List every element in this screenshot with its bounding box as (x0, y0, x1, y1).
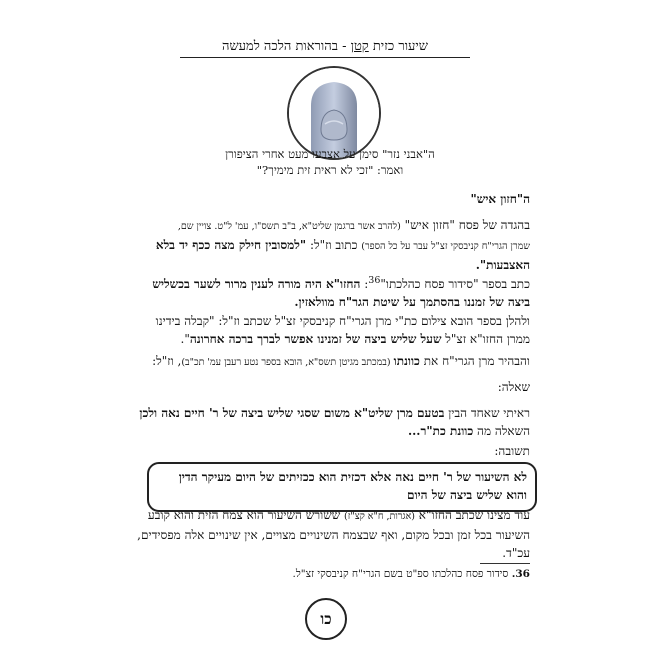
footnote: 36. סידור פסח כהלכתו ספ"ט בשם הגרי"ח קניבסקי זצ"ל. (292, 568, 530, 580)
paragraph-4: והבהיר מרן הגרי"ח את כוונתו (במכתב מגיטן תשס"א, הובא בספר נטע רעבן עמ' תכ"ב), וז"ל: (152, 354, 530, 368)
section-title: ה"חזון איש" (470, 192, 530, 206)
paragraph-6: עוד מצינו שכתב החזו"א (אגרות, ח"א קצ"ז) ששורש השיעור הוא צמח הזית והוא קובע השיעור בכל זמן ובכל מקום, ואף שבצמח השינויים מצויים, אין שינויים אלה מפסידים, עכ"ד. (137, 508, 530, 560)
paragraph-3: ולהלן בספר הובא צילום כת"י מרן הגרי"ח קניבסקי זצ"ל שכתב וז"ל: "קבלה בידינו ממרן החזו"א זצ"ל שעל שליש ביצה של זמנינו אפשר לברך ברכה אחרונה". (155, 314, 530, 346)
paragraph-2: כתב בספר "סידור פסח כהלכתו"$^{36}$: החזו"א היה מורה לענין מרור לשער בכשליש ביצה של זמננו בהסתמך על שיטת הגר"ח מוולאזין. (152, 275, 530, 309)
answer-box: לא השיעור של ר' חיים נאה אלא דכזית הוא ככזיתים של היום מעיקר הדין והוא שליש ביצה של היום (147, 462, 537, 512)
footnote-rule (480, 563, 530, 564)
image-caption: ה"אבני נזר" סימן על אצבעו מעט אחרי הציפורן ואמר: "זכי לא ראית זית מימיך?" (225, 147, 435, 177)
page-number: כו (305, 598, 347, 640)
question-label: שאלה: (497, 380, 530, 394)
thumb-photo (289, 68, 379, 158)
answer-label: תשובה: (494, 444, 530, 458)
running-header: שיעור כזית קטן - בהוראות הלכה למעשה (180, 38, 470, 58)
paragraph-5: ראיתי שאחד הבין בטעם מרן שליט"א משום שסגי שליש ביצה של ר' חיים נאה ולכן השאלה מה כוונת כת"ר... (139, 406, 530, 438)
paragraph-1: בהגדה של פסח "חזון איש" (להרב אשר ברגמן שליט"א, ב"ב תשס"ו, עמ' ל"ט. צויין שם, שמרן הגרי"ח קניבסקי זצ"ל עבר על כל הספר) כתוב וז"ל: "למסובין חילק מצה ככף יד בלא האצבעות". (155, 218, 530, 272)
